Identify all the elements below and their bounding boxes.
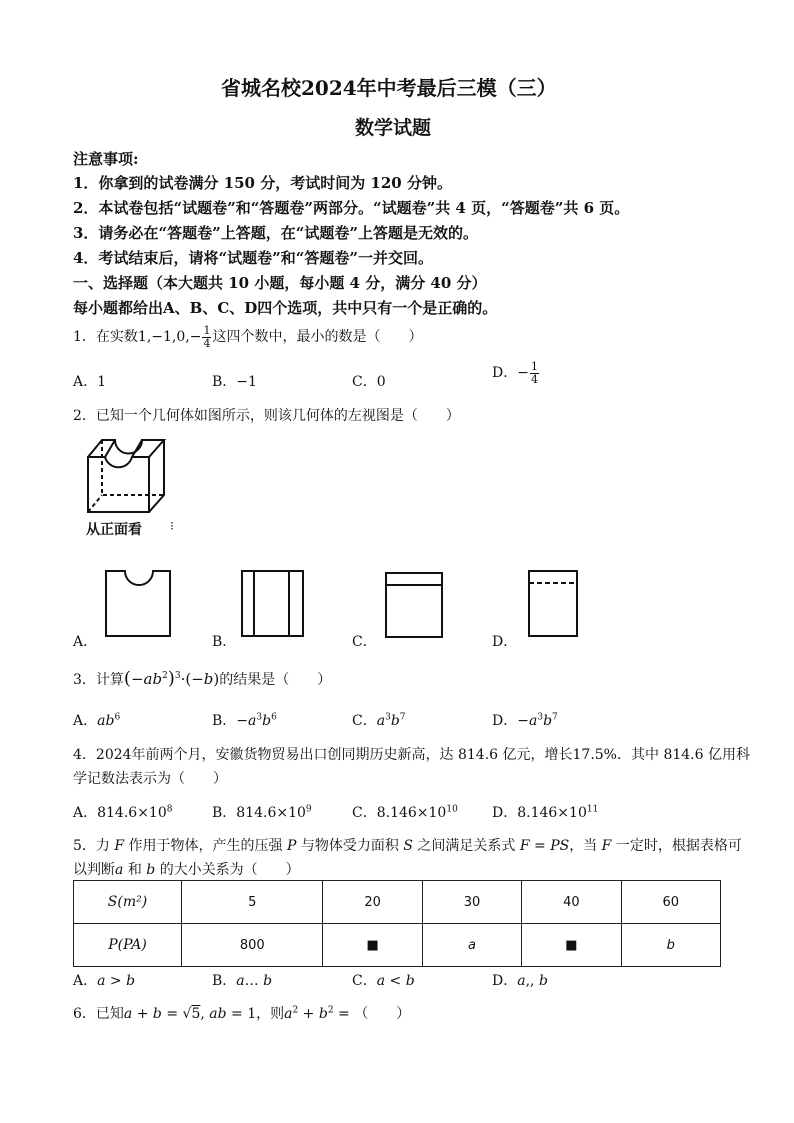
table-cell: 40 (522, 881, 621, 924)
q1-frac-num: 1 (203, 323, 211, 337)
page-title: 省城名校2024年中考最后三模（三） (221, 76, 557, 100)
q5-option-c[interactable]: C．a < b (352, 973, 415, 989)
figure-caption: 从正面看 (86, 522, 142, 538)
table-cell: 60 (621, 881, 720, 924)
question-6-stem: 6．已知a + b = √5, ab = 1，则$a^2 + b^2$ = （ ） (73, 1005, 411, 1022)
q3-option-b[interactable]: B．$-a^3b^6$ (212, 712, 277, 729)
q3-expression: $(-ab^2)^3\cdot(-b)$ (123, 668, 220, 689)
option-a-figure (104, 569, 174, 639)
q1-prefix: 1．在实数1,−1,0,− (73, 329, 202, 345)
question-5-line-1: 5．力 F 作用于物体，产生的压强 P 与物体受力面积 S 之间满足关系式 F = PS，当 F 一定时，根据表格可 (73, 838, 742, 854)
figure-caption-mark: ⁝ (170, 519, 174, 533)
question-2-stem: 2．已知一个几何体如图所示，则该几何体的左视图是（ ） (73, 408, 460, 424)
table-header-cell: S(m²) (74, 881, 182, 924)
note-item: 1．你拿到的试卷满分 150 分，考试时间为 120 分钟。 (73, 174, 452, 192)
q2-option-b[interactable]: B． (212, 634, 237, 650)
question-1-stem (73, 323, 422, 351)
table-row (74, 881, 721, 924)
q5-option-a[interactable]: A．a > b (73, 973, 136, 989)
option-c-figure (385, 572, 445, 640)
section-instruction: 每小题都给出A、B、C、D四个选项，共中只有一个是正确的。 (73, 299, 498, 317)
data-table (73, 880, 721, 967)
question-5-line-2: 以判断a 和 b 的大小关系为（ ） (73, 862, 300, 878)
note-item: 4．考试结束后，请将“试题卷”和“答题卷”一并交回。 (73, 249, 433, 267)
notes-heading: 注意事项: (73, 150, 139, 168)
q4-option-c[interactable]: C．$8.146\times 10^{10}$ (352, 804, 458, 821)
table-cell: 30 (422, 881, 521, 924)
q2-option-d[interactable]: D． (492, 634, 518, 650)
option-d-figure (528, 570, 580, 638)
page-subtitle: 数学试题 (355, 117, 432, 139)
option-b-figure (241, 570, 306, 638)
q5-option-b[interactable]: B．a… b (212, 973, 273, 989)
q1-option-c[interactable]: C．0 (352, 374, 386, 390)
table-cell: ■ (323, 924, 422, 967)
q3-option-a[interactable]: A．$ab^6$ (73, 712, 121, 729)
q1-option-a[interactable]: A．1 (73, 374, 107, 390)
q4-option-b[interactable]: B．$814.6\times 10^9$ (212, 804, 312, 821)
q1-option-d[interactable] (492, 360, 540, 386)
table-cell: a (422, 924, 521, 967)
table-cell: 800 (182, 924, 323, 967)
q1-fraction (202, 325, 211, 350)
note-item: 3．请务必在“答题卷”上答题，在“试题卷”上答题是无效的。 (73, 224, 478, 242)
question-3-stem (73, 668, 331, 689)
question-4-line-1: 4．2024年前两个月，安徽货物贸易出口创同期历史新高，达 814.6 亿元，增长17.5%．其中 814.6 亿用科 (73, 747, 750, 763)
table-row (74, 924, 721, 967)
table-cell: 5 (182, 881, 323, 924)
q3-option-c[interactable]: C．$a^3b^7$ (352, 712, 406, 729)
q3-suffix: 的结果是（ ） (219, 672, 332, 688)
table-cell: b (621, 924, 720, 967)
q1-suffix: 这四个数中，最小的数是（ ） (212, 329, 423, 345)
q1-d-fraction (530, 361, 539, 386)
q1-d-frac-den: 4 (530, 372, 538, 386)
q1-d-frac-num: 1 (530, 359, 538, 373)
table-cell: 20 (323, 881, 422, 924)
q4-option-d[interactable]: D．$8.146\times 10^{11}$ (492, 804, 599, 821)
table-cell: ■ (522, 924, 621, 967)
q1-option-b[interactable]: B．−1 (212, 374, 257, 390)
table-header-cell: P(PA) (74, 924, 182, 967)
note-item: 2．本试卷包括“试题卷”和“答题卷”两部分。“试题卷”共 4 页，“答题卷”共 6 页。 (73, 199, 630, 217)
q2-option-c[interactable]: C． (352, 634, 377, 650)
q2-option-a[interactable]: A． (73, 634, 98, 650)
q3-prefix: 3．计算 (73, 672, 124, 688)
q1-frac-den: 4 (203, 336, 211, 350)
q1-d-prefix: D．− (492, 365, 529, 381)
q3-option-d[interactable]: D．$-a^3b^7$ (492, 712, 558, 729)
question-4-line-2: 学记数法表示为（ ） (73, 771, 227, 787)
q4-option-a[interactable]: A．$814.6\times 10^8$ (73, 804, 173, 821)
q5-option-d[interactable]: D．a,, b (492, 973, 548, 989)
section-heading: 一、选择题（本大题共 10 小题，每小题 4 分，满分 40 分） (73, 274, 487, 292)
